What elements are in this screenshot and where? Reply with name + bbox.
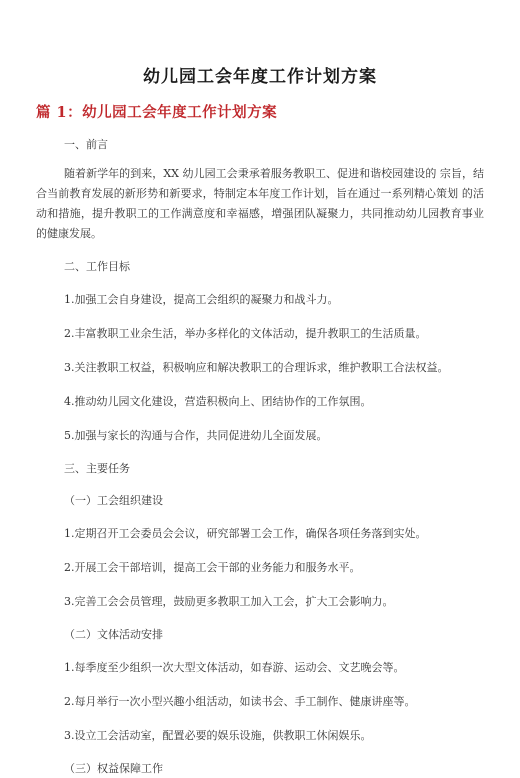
task-item: 1.每季度至少组织一次大型文体活动，如春游、运动会、文艺晚会等。: [64, 661, 405, 674]
heading-preface: 一、前言: [64, 138, 108, 151]
goal-item: 4.推动幼儿园文化建设，营造积极向上、团结协作的工作氛围。: [64, 395, 372, 408]
goal-item: 2.丰富教职工业余生活，举办多样化的文体活动，提升教职工的生活质量。: [64, 327, 427, 340]
heading-tasks: 三、主要任务: [64, 462, 130, 475]
section-subtitle: 篇 1：幼儿园工会年度工作计划方案: [36, 104, 278, 121]
heading-goals: 二、工作目标: [64, 260, 130, 273]
task-item: 1.定期召开工会委员会会议，研究部署工会工作，确保各项任务落到实处。: [64, 527, 427, 540]
subheading-union-organization: （一）工会组织建设: [64, 494, 163, 507]
goal-item: 1.加强工会自身建设，提高工会组织的凝聚力和战斗力。: [64, 293, 339, 306]
subheading-rights-protection: （三）权益保障工作: [64, 762, 163, 775]
goal-item: 5.加强与家长的沟通与合作，共同促进幼儿全面发展。: [64, 429, 328, 442]
task-item: 2.开展工会干部培训，提高工会干部的业务能力和服务水平。: [64, 561, 361, 574]
goal-item: 3.关注教职工权益，积极响应和解决教职工的合理诉求，维护教职工合法权益。: [64, 361, 449, 374]
task-item: 3.设立工会活动室，配置必要的娱乐设施，供教职工休闲娱乐。: [64, 729, 372, 742]
task-item: 3.完善工会会员管理，鼓励更多教职工加入工会，扩大工会影响力。: [64, 595, 394, 608]
document-title: 幼儿园工会年度工作计划方案: [143, 67, 377, 87]
subheading-activities: （二）文体活动安排: [64, 628, 163, 641]
preface-paragraph: 随着新学年的到来，XX 幼儿园工会秉承着服务教职工、促进和谐校园建设的 宗旨，结合当前教育发展的新形势和新要求，特制定本年度工作计划，旨在通过一系列精心策划 的活动和措施，提升教职工的工作满意度和幸福感，增强团队凝聚力，共同推动幼儿园教育事业 的健康发展。: [36, 167, 484, 240]
task-item: 2.每月举行一次小型兴趣小组活动，如读书会、手工制作、健康讲座等。: [64, 695, 416, 708]
